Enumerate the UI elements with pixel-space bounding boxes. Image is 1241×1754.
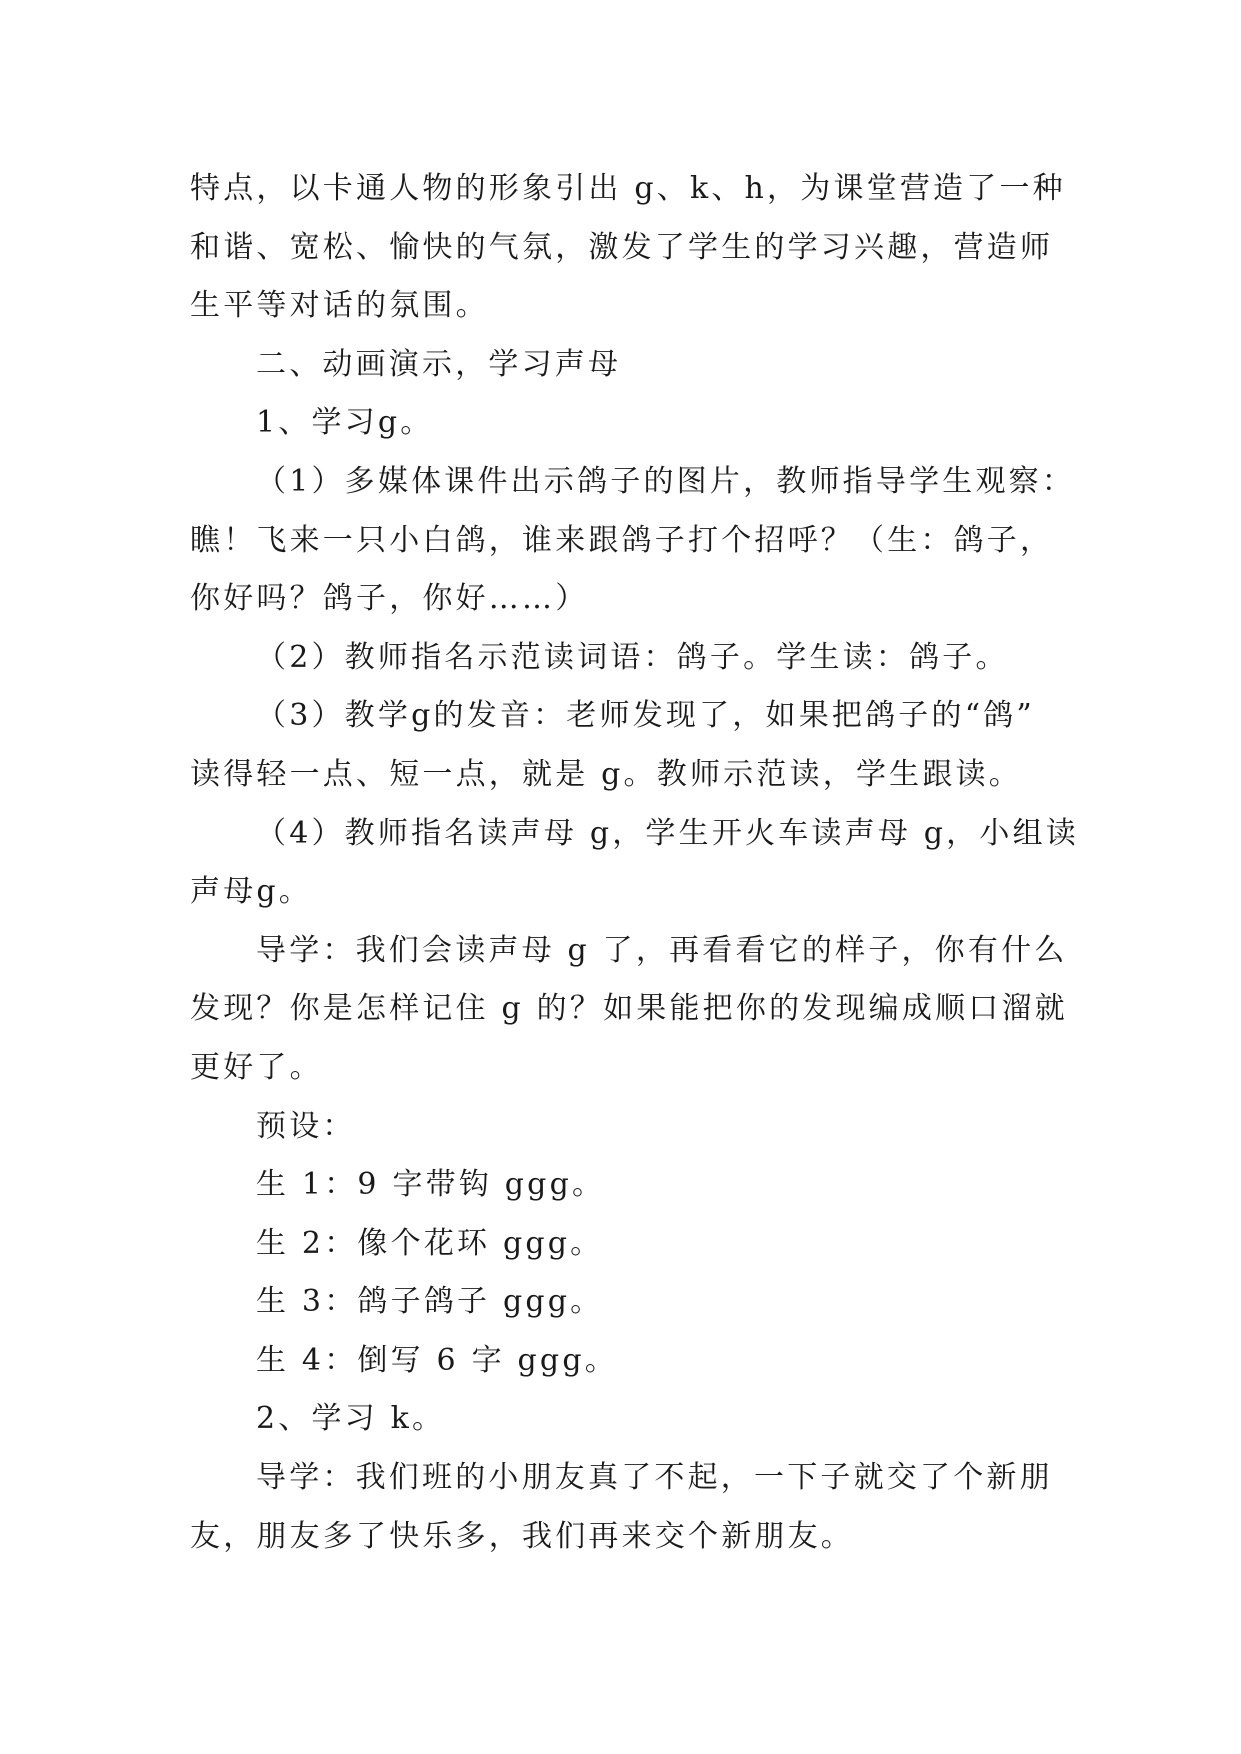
list-item: 生 1：9 字带钩 ggg。 [256, 1167, 606, 1203]
text-line: （1）多媒体课件出示鸽子的图片，教师指导学生观察： [256, 463, 1076, 499]
text-line: 和谐、宽松、愉快的气氛，激发了学生的学习兴趣，营造师 [190, 229, 1054, 265]
text-line: 读得轻一点、短一点，就是 g。教师示范读，学生跟读。 [190, 756, 1022, 792]
text-line: 声母g。 [190, 874, 313, 910]
text-line: 友，朋友多了快乐多，我们再来交个新朋友。 [190, 1518, 854, 1554]
list-item: 生 2：像个花环 ggg。 [256, 1225, 604, 1261]
text-line: 特点，以卡通人物的形象引出 g、k、h，为课堂营造了一种 [190, 171, 1066, 206]
text-line: （2）教师指名示范读词语：鸽子。学生读：鸽子。 [256, 639, 1009, 675]
text-line: 发现？你是怎样记住 g 的？如果能把你的发现编成顺口溜就 [190, 991, 1068, 1027]
text-line: 你好吗？鸽子，你好……） [190, 581, 589, 617]
document-body [190, 160, 1079, 1566]
text-line: （4）教师指名读声母 g，学生开火车读声母 g，小组读 [256, 815, 1079, 851]
text-line: 更好了。 [190, 1049, 323, 1085]
text-line: 生平等对话的氛围。 [190, 288, 489, 324]
list-item: 生 4：倒写 6 字 ggg。 [256, 1342, 618, 1378]
section-heading: 二、动画演示，学习声母 [256, 346, 622, 382]
text-line: 瞧！飞来一只小白鸽，谁来跟鸽子打个招呼？（生：鸽子， [190, 522, 1054, 558]
text-line: 导学：我们会读声母 g 了，再看看它的样子，你有什么 [256, 932, 1068, 968]
subsection-heading: 2、学习 k。 [256, 1401, 446, 1437]
list-item: 生 3：鸽子鸽子 ggg。 [256, 1284, 604, 1320]
subsection-heading: 1、学习g。 [256, 405, 434, 441]
text-line: 导学：我们班的小朋友真了不起，一下子就交了个新朋 [256, 1460, 1053, 1496]
text-line: 预设： [256, 1108, 356, 1144]
text-line: （3）教学g的发音：老师发现了，如果把鸽子的“鸽” [256, 698, 1035, 734]
